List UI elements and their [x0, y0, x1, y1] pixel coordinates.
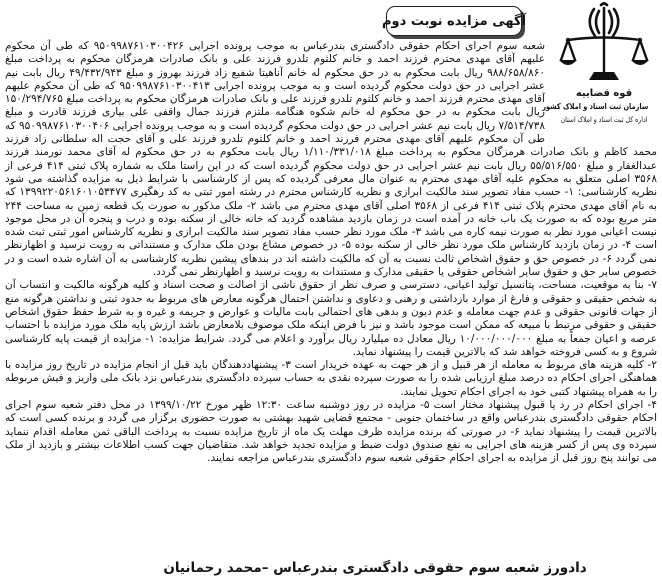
notice-paragraph: ۴- اجرای احکام در رد یا قبول پیشنهاد مختار است ۵- مزایده در روز دوشنبه ساعت ۱۲:۳۰ ظهر مورخ ۱۳۹۹/۱۰/۲۲ در محل دفتر شعبه سوم اجرای احکام حقوقی دادگستری بندرعباس واقع در ساختمان جنوبی - مجتمع قضایی شهید بهشتی به صورت حضوری برگزار می گردد و برنده کسی است که بالاترین قیمت را پیشنهاد نماید ۶- در صورتی که برنده مزایده ظرف مهلت یک ماه از تاریخ مزایده نسبت به پرداخت الباقی ثمن معامله اقدام ننماید سپرده وی پس از کسر هزینه های اجرایی به نفع صندوق دولت ضبط و مزایده تجدید خواهد شد. متقاضیان جهت کسب اطلاعات بیشتر و بازدید از ملک می توانند پنج روز قبل از مزایده به اجرای احکام حقوقی شعبه سوم دادگستری بندرعباس مراجعه نمایند.: [5, 399, 658, 465]
notice-paragraph: شعبه سوم اجرای احکام حقوقی دادگستری بندرعباس به موجب پرونده اجرایی ۹۵۰۹۹۸۷۶۱۰۳۰۰۴۲۶ که طی آن محکوم علیهم آقای مهدی محترم فرزند احمد و خانم کلثوم تلدرو فرزند علی و بانک صادرات هرمزگان محکوم به پرداخت مبلغ ۹۸۸/۶۵۸/۸۶۰ ریال بابت محکوم به در حق محکوم له خانم آناهیتا شفیع زاد فرزند بهروز و مبلغ ۴۹/۴۳۲/۹۴۳ ریال بابت نیم عشر اجرایی در حق دولت محکوم گردیده است و به موجب پرونده اجرایی ۹۵۰۹۹۸۷۶۱۰۳۰۰۴۱۳ که طی آن محکوم علیهم آقای مهدی محترم فرزند احمد و خانم کلثوم تلدرو فرزند علی و بانک صادرات هرمزگان محکوم به پرداخت مبلغ ۱۵۰/۲۹۴/۷۶۵ ریال بابت محکوم به در حق محکوم له خانم شکوه هنگامه ملتزم فرزند جمال واقفی علی بیاری فرزند قادرت و مبلغ ۷/۵۱۴/۷۳۸ ریال بابت نیم عشر اجرایی در حق دولت محکوم گردیده است و به موجب پرونده اجرایی ۹۵۰۹۹۸۷۶۱۰۳۰۰۴۰۶ که طی آن محکوم علیهم آقای مهدی محترم فرزند احمد و خانم کلثوم تلدرو فرزند علی و آقای حجت اله سلطانی زاد فرزند محمد کاظم و بانک صادرات هرمزگان محکوم به پرداخت مبلغ ۱/۱۱۰/۳۳۱/۰۱۸ ریال بابت محکوم به در حق محکوم له آقای محمد نورمند فرزند عبدالغفار و مبلغ ۵۵/۵۱۶/۵۵۰ ریال بابت نیم عشر اجرایی در حق دولت محکوم گردیده است که در این راستا ملک به شماره پلاک ثبتی ۴۱۴ فرعی از ۳۵۶۸ اصلی متعلق به محکوم علیه آقای مهدی محترم به عنوان مال معرفی گردیده که پس از کارشناسی با شرایط ذیل به مزایده گذاشته می شود نظریه کارشناسی: ۱- حسب مفاد تصویر سند مالکیت ابرازی و نظریه کارشناس محترم در رشته امور ثبتی به کد رهگیری ۱۳۹۹۲۲۰۵۶۱۶۰۱۰۵۳۴۷۷ که به نام آقای مهدی محترم پلاک ثبتی ۴۱۴ فرعی از ۳۵۶۸ اصلی آقای مهدی محترم می باشد ۲- ملک مذکور به صورت یک قطعه زمین به مساحت ۲۴۴ متر مربع بوده که به صورت یک باب خانه در آمده است در زمان بازدید مشاهده گردید که خانه خالی از سکنه بوده و درب و پنجره آن در محل موجود نیست اعیانی مورد نظر به صورت نیمه کاره می باشد ۳- ملک مورد نظر حسب مفاد تصویر سند مالکیت ابرازی و نظریه کارشناس امور ثبتی ثبت شده است ۴- در زمان بازدید کارشناس ملک مورد نظر خالی از سکنه بوده ۵- در خصوص مشاع بودن ملک مدارک و مستنداتی به رویت نرسید و اظهارنظر نمی گردد ۶- در خصوص حق و حقوق اشخاص ثالث نسبت به آن که مالکیت داشته اند در بندهای پیشین نظریه کارشناسی به آن اشاره شده است و در خصوص سایر حق و حقوق سایر اشخاص حقوقی یا حقیقی مدارک و مستندات به رویت نرسید و اظهارنظر نمی گردد.: [5, 40, 658, 279]
notice-title-box: [382, 6, 526, 36]
notice-paragraph: ۲- کلیه هزینه های مربوط به معامله از هر قبیل و از هر جهت به عهده خریدار است ۳- پیشنهاددهندگان باید قبل از انجام مزایده در تاریخ روز مزایده با هماهنگی اجرای احکام ده درصد مبلغ ارزیابی شده را به صورت سپرده نقدی به حساب سپرده دادگستری بندرعباس نزد بانک ملی واریز و فیش مربوطه را به همراه پیشنهاد کتبی خود به اجرای احکام تحویل نمایند.: [5, 359, 657, 398]
emblem-line-organization: سازمان ثبت اسناد و املاک کشور: [542, 102, 649, 111]
notice-title: آگهی مزایده نوبت دوم: [382, 13, 526, 29]
emblem-wrap-spacer: [542, 40, 657, 134]
signature: دادورز شعبه سوم حقوقی دادگستری بندرعباس –محمد رحمانیان: [163, 560, 587, 576]
notice-paragraph: ۷- بنا به موقعیت، مساحت، پتانسیل تولید اعیانی، دسترسی و صرف نظر از حقوق ناشی از اصالت و صحت اسناد و کلیه هرگونه مالکیت و انتساب آن به شخص حقیقی و حقوقی و فارغ از موارد بازداشتی و رهنی و دعاوی و نداشتن احتمال هرگونه معارض های مربوط به حدود ثبتی و نداشتن هرگونه منع از جهات قانونی حقوقی و عدم جهت معامله و عدم دیون و بدهی های احتمالی بابت مالیات و عوارض و جریمه و غیره و به شرط حفظ حقوق اشخاص حقیقی و حقوقی مرتبط با مبیعه که ممکن است موجود باشد و نیز با فرض اینکه ملک موصوف بلامعارض باشد ارزش پایه ملک مورد مزایده با احتساب عرصه و اعیان جمعاً به مبلغ ۱۰/۰۰۰/۰۰۰/۰۰۰ ریال معادل ده میلیارد ریال برآورد و اعلام می گردد. شرایط مزایده: ۱- مزایده از قیمت پایه کارشناسی شروع و به کسی فروخته خواهد شد که بالاترین قیمت را پیشنهاد نماید.: [5, 279, 657, 358]
emblem-line-judiciary: قوه قضاییه: [575, 88, 633, 99]
emblem-line-department: اداره کل ثبت اسناد و املاک استان: [560, 115, 648, 124]
notice-body: [5, 40, 657, 466]
